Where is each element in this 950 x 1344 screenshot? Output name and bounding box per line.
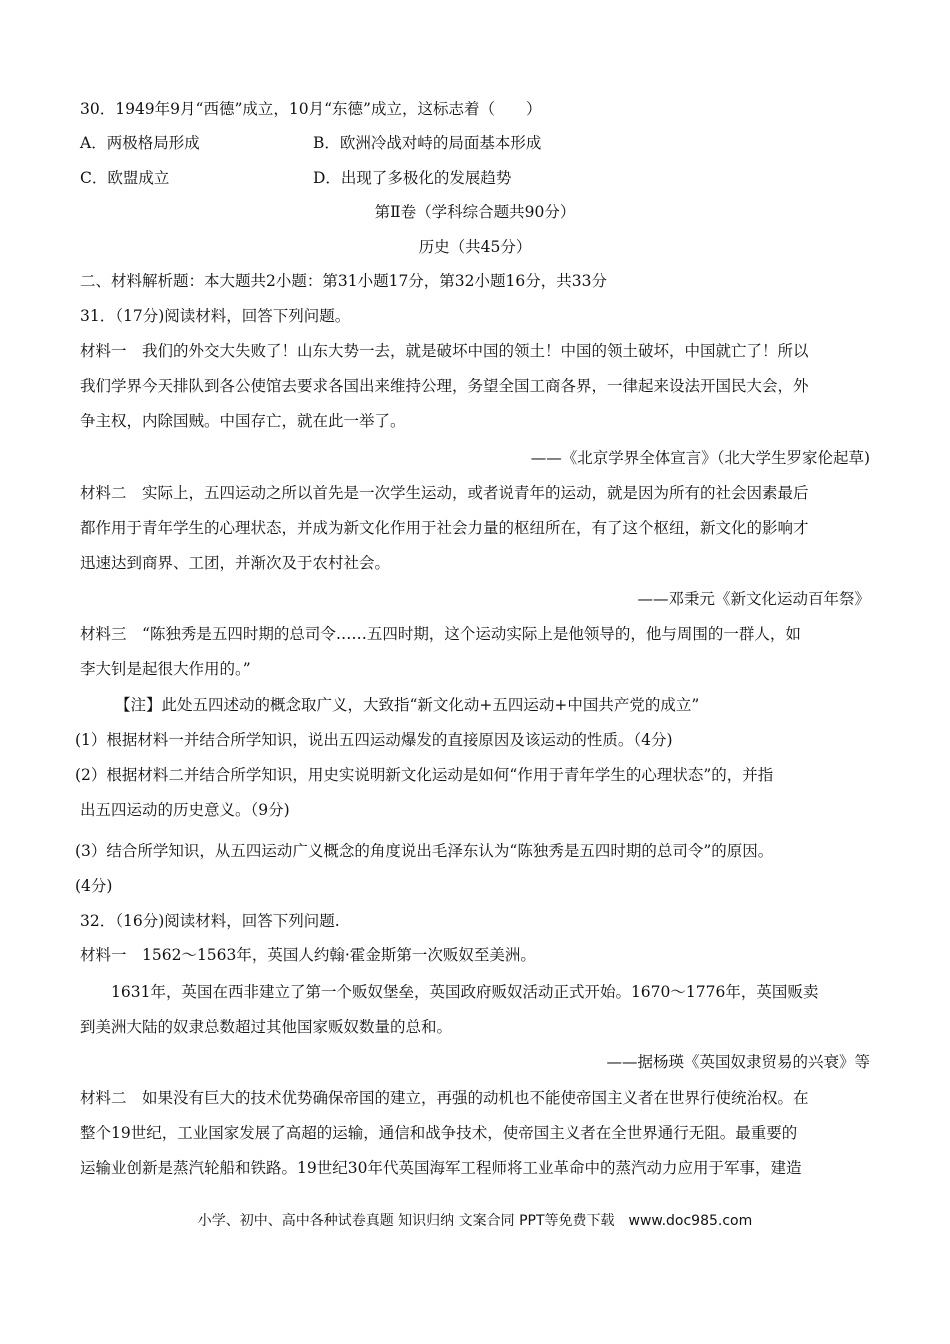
q31-material-3-line: 李大钊是起很大作用的。” <box>80 660 251 678</box>
q32-material-2-line: 运输业创新是蒸汽轮船和铁路。19世纪30年代英国海军工程师将工业革命中的蒸汽动力应用于军事，建造 <box>80 1159 802 1177</box>
q31-subquestion: (3）结合所学知识，从五四运动广义概念的角度说出毛泽东认为“陈独秀是五四时期的总司令”的原因。 <box>75 842 774 860</box>
q31-subquestion: (4分) <box>75 877 113 895</box>
q31-material-1-source: ——《北京学界全体宣言》（北大学生罗家伦起草) <box>530 449 870 467</box>
section-subtitle: 历史（共45分） <box>418 238 532 256</box>
q31-subquestion: (1）根据材料一并结合所学知识，说出五四运动爆发的直接原因及该运动的性质。（4分) <box>75 731 673 749</box>
q31-material-3-line: 材料三 “陈独秀是五四时期的总司令……五四时期，这个运动实际上是他领导的，他与周围的一群人，如 <box>80 625 801 643</box>
q32-material-2-line: 整个19世纪，工业国家发展了高超的运输，通信和战争技术，使帝国主义者在全世界通行无阻。最重要的 <box>80 1124 798 1142</box>
q30-option-a: A．两极格局形成 <box>80 134 200 152</box>
q32-material-2-line: 材料二 如果没有巨大的技术优势确保帝国的建立，再强的动机也不能使帝国主义者在世界行使统治权。在 <box>80 1089 809 1107</box>
q32-material-1-line: 到美洲大陆的奴隶总数超过其他国家贩奴数量的总和。 <box>80 1018 453 1036</box>
q32-header: 32．（16分)阅读材料，回答下列问题. <box>80 912 340 930</box>
q31-material-1-line: 材料一 我们的外交大失败了！山东大势一去，就是破坏中国的领土！中国的领土破坏，中国就亡了！所以 <box>80 342 809 360</box>
q31-subquestion: 出五四运动的历史意义。（9分) <box>80 801 290 819</box>
q32-material-1-source: ——据杨瑛《英国奴隶贸易的兴衰》等 <box>606 1053 870 1071</box>
q31-material-2-line: 迅速达到商界、工团，并渐次及于农村社会。 <box>80 554 391 572</box>
q31-header: 31．（17分)阅读材料，回答下列问题。 <box>80 307 351 325</box>
q31-material-1-line: 我们学界今天排队到各公使馆去要求各国出来维持公理，务望全国工商各界，一律起来设法开国民大会，外 <box>80 377 809 395</box>
q30-option-c: C．欧盟成立 <box>80 169 170 187</box>
section-instructions: 二、材料解析题：本大题共2小题：第31小题17分，第32小题16分，共33分 <box>80 272 607 290</box>
q31-note: 【注】此处五四述动的概念取广义，大致指“新文化动+五四运动+中国共产党的成立” <box>115 696 700 714</box>
q30-option-b: B．欧洲冷战对峙的局面基本形成 <box>313 134 542 152</box>
q31-material-2-line: 都作用于青年学生的心理状态，并成为新文化作用于社会力量的枢纽所在，有了这个枢纽，新文化的影响才 <box>80 519 809 537</box>
q31-subquestion: (2）根据材料二并结合所学知识，用史实说明新文化运动是如何“作用于青年学生的心理状态”的，并指 <box>75 766 774 784</box>
q31-material-2-line: 材料二 实际上，五四运动之所以首先是一次学生运动，或者说青年的运动，就是因为所有的社会因素最后 <box>80 484 809 502</box>
q32-material-1-line: 1631年，英国在西非建立了第一个贩奴堡垒，英国政府贩奴活动正式开始。1670～1776年，英国贩卖 <box>80 983 819 1001</box>
page-footer[interactable]: 小学、初中、高中各种试卷真题 知识归纳 文案合同 PPT等免费下载 www.doc985.com <box>197 1213 753 1229</box>
section-title: 第Ⅱ卷（学科综合题共90分） <box>374 203 576 221</box>
q30-stem: 30．1949年9月“西德”成立，10月“东德”成立，这标志着（ ） <box>80 100 542 118</box>
q31-material-2-source: ——邓秉元《新文化运动百年祭》 <box>637 590 870 608</box>
q30-option-d: D．出现了多极化的发展趋势 <box>313 169 512 187</box>
q32-material-1-line: 材料一 1562～1563年，英国人约翰·霍金斯第一次贩奴至美洲。 <box>80 946 536 964</box>
q31-material-1-line: 争主权，内除国贼。中国存亡，就在此一举了。 <box>80 412 406 430</box>
